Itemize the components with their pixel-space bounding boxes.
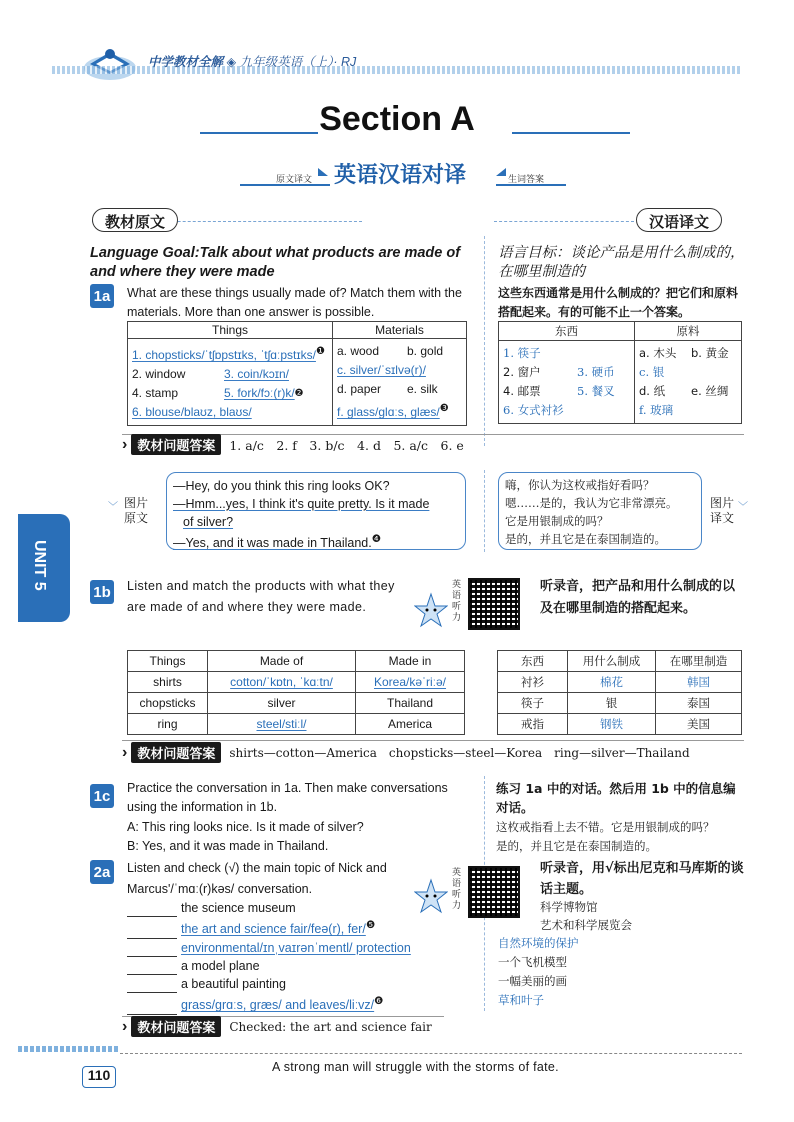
q1c-instruction-zh: 练习 1a 中的对话。然后用 1b 中的信息编对话。	[496, 781, 736, 815]
answer-text: shirts—cotton—America chopsticks—steel—Korea ring—silver—Thailand	[229, 746, 690, 760]
title-line-right	[512, 132, 630, 134]
answer-rule	[122, 740, 744, 741]
q1b-instruction-zh: 听录音，把产品和用什么制成的以及在哪里制造的搭配起来。	[540, 579, 736, 616]
thing-item: 3. coin/kɔɪn/	[224, 367, 289, 381]
table-header: Things	[128, 651, 208, 672]
table-cell: 韩国	[656, 672, 742, 693]
material-item-zh: d. 纸	[639, 384, 666, 398]
chevron-down-icon: ﹀	[738, 502, 748, 513]
column-divider	[484, 470, 485, 552]
sub-title: 英语汉语对译	[334, 162, 467, 187]
table-header: 用什么制成	[568, 651, 656, 672]
q1a-table-zh	[498, 321, 742, 424]
sub-left-label: 原文译文	[276, 174, 313, 184]
option-item: a beautiful painting	[181, 976, 286, 991]
table-cell: 衬衫	[498, 672, 568, 693]
qr-code[interactable]	[468, 578, 520, 630]
language-goal-zh: 语言目标：谈论产品是用什么制成的，在哪里制造的	[498, 245, 745, 280]
table-cell: 棉花	[568, 672, 656, 693]
material-item-zh: b. 黄金	[691, 346, 729, 360]
table-cell: steel/stiːl/	[208, 714, 356, 735]
thing-item-zh: 6. 女式衬衫	[503, 403, 564, 417]
table-header: 原料	[635, 322, 742, 341]
material-item-zh: c. 银	[639, 365, 665, 379]
option-item: grass/grɑːs, græs/ and leaves/liːvz/	[181, 998, 375, 1013]
chevron-down-icon: ﹀	[108, 502, 118, 513]
table-header: Things	[128, 322, 333, 339]
q2a-instruction-zh: 听录音，用√标出尼克和马库斯的谈话主题。	[540, 861, 744, 897]
star-mascot-icon	[414, 878, 448, 920]
q1c-line-b: B: Yes, and it was made in Thailand.	[127, 839, 329, 853]
q1b-instruction: Listen and match the products with what they are made of and where they were made.	[127, 579, 395, 614]
triangle-icon	[318, 168, 328, 176]
answer-label: 教材问题答案	[131, 1016, 221, 1037]
q1b-table	[127, 650, 465, 735]
table-cell: Thailand	[356, 693, 465, 714]
answer-text: Checked: the art and science fair	[229, 1019, 432, 1034]
q2a-instruction: Listen and check (√) the main topic of Nick and Marcus'/ˈmɑː(r)kəs/ conversation.	[127, 861, 387, 896]
table-cell: 美国	[656, 714, 742, 735]
unit-label: UNIT 5	[31, 540, 48, 591]
table-header: Materials	[333, 322, 467, 339]
picture-dialogue-en: —Hey, do you think this ring looks OK? —Hmm...yes, I think it's quite pretty. Is it made of silver? —Yes, and it was made in Thailand.$^❹$	[173, 479, 430, 551]
thing-item-zh: 4. 邮票	[503, 384, 541, 398]
check-blank[interactable]	[127, 905, 177, 917]
book-logo-icon	[82, 42, 138, 82]
triangle-icon	[496, 168, 506, 176]
q1a-instruction-zh: 这些东西通常是用什么制成的？把它们和原料搭配起来。有的可能不止一个答案。	[498, 286, 739, 319]
q2a-options: the science museum the art and science fair/feə(r), fer/$^❺$ environmental/ɪnˌvaɪrənˈmentl/ protection a model plane a beautiful painting grass/grɑːs, græs/ and leaves/liːvz/$^❻$	[127, 899, 411, 1015]
material-item: c. silver/ˈsɪlvə(r)/	[337, 363, 426, 377]
table-cell: 筷子	[498, 693, 568, 714]
answer-1b	[122, 742, 690, 763]
material-item-zh: f. 玻璃	[639, 403, 674, 417]
option-item: the science museum	[181, 901, 296, 915]
material-item: a. wood	[337, 344, 380, 358]
thing-item-zh: 1. 筷子	[503, 346, 541, 360]
q2a-options-zh-b: 自然环境的保护 一个飞机模型 一幅美丽的画 草和叶子	[498, 936, 579, 1007]
thing-item-zh: 3. 硬币	[577, 365, 615, 379]
badge-1a: 1a	[90, 284, 114, 308]
header-title: 中学教材全解 ◈ 九年级英语（上）· RJ	[148, 55, 357, 69]
table-cell: silver	[208, 693, 356, 714]
chevron-right-icon: ›	[122, 743, 128, 761]
q1c-line-b-zh: 是的，并且它是在泰国制造的。	[496, 839, 657, 853]
footer-quote: A strong man will struggle with the storms of fate.	[272, 1060, 559, 1074]
thing-item: 1. chopsticks/ˈtʃɒpstɪks, ˈtʃɑːpstɪks/	[132, 348, 316, 362]
answer-2a	[122, 1016, 432, 1037]
badge-1b: 1b	[90, 580, 114, 604]
star-mascot-icon	[414, 592, 448, 634]
option-item: environmental/ɪnˌvaɪrənˈmentl/ protection	[181, 940, 411, 955]
check-blank[interactable]	[127, 981, 177, 993]
material-item-zh: a. 木头	[639, 346, 677, 360]
table-cell: shirts	[128, 672, 208, 693]
thing-item-zh: 5. 餐叉	[577, 384, 615, 398]
qr-code[interactable]	[468, 866, 520, 918]
q1a-instruction: What are these things usually made of? Match them with the materials. More than one answer is possible.	[127, 286, 462, 319]
table-cell: 戒指	[498, 714, 568, 735]
section-title: Section A	[319, 100, 475, 138]
check-blank[interactable]	[127, 927, 177, 939]
thing-item: 6. blouse/blaʊz, blaʊs/	[132, 405, 252, 419]
table-cell: ring	[128, 714, 208, 735]
material-item-zh: e. 丝绸	[691, 384, 729, 398]
footer-line	[120, 1053, 742, 1054]
tab-line-right	[494, 221, 634, 222]
thing-item: 2. window	[132, 367, 186, 381]
table-header: 东西	[499, 322, 635, 341]
footer-strip	[18, 1046, 118, 1052]
table-cell: America	[356, 714, 465, 735]
q1b-table-zh	[497, 650, 742, 735]
material-item: d. paper	[337, 382, 382, 396]
table-cell: chopsticks	[128, 693, 208, 714]
material-item: f. glass/glɑːs, glæs/	[337, 405, 440, 419]
qr-label: 英语听力	[452, 580, 462, 623]
tab-translation: 汉语译文	[636, 208, 722, 232]
table-cell: cotton/ˈkɒtn, ˈkɑːtn/	[208, 672, 356, 693]
check-blank[interactable]	[127, 1003, 177, 1015]
answer-text: 1. a/c 2. f 3. b/c 4. d 5. a/c 6. e	[229, 437, 464, 453]
answer-1a	[122, 434, 464, 455]
table-cell: 银	[568, 693, 656, 714]
chevron-right-icon: ›	[122, 1017, 128, 1035]
column-divider	[484, 236, 485, 446]
table-cell: Korea/kəˈriːə/	[356, 672, 465, 693]
check-blank[interactable]	[127, 945, 177, 957]
thing-item: 4. stamp	[132, 386, 179, 400]
picture-label-left: 图片 原文	[124, 496, 149, 525]
q1c-instruction: Practice the conversation in 1a. Then make conversations using the information in 1b.	[127, 781, 448, 814]
table-header: Made of	[208, 651, 356, 672]
answer-label: 教材问题答案	[131, 742, 221, 763]
tab-original-text: 教材原文	[92, 208, 178, 232]
q1c-line-a-zh: 这枚戒指看上去不错。它是用银制成的吗？	[496, 820, 715, 834]
q1c-line-a: A: This ring looks nice. Is it made of silver?	[127, 820, 364, 834]
sub-title-block	[230, 158, 570, 188]
answer-label: 教材问题答案	[131, 434, 221, 455]
q1a-table: Things Materials 1. chopsticks/ˈtʃɒpstɪks, ˈtʃɑːpstɪks/$^❶$ 2. window 3. coin/kɔɪn/ 4. stamp 5. fork/fɔː(r)k/ ❷ 6. blouse/blaʊz, blaʊs/ a. wood b. gold c. silver/ˈsɪlvə(r)/ d. paper e. silk f. glass/glɑːs, glæs/$^❸$	[127, 321, 467, 426]
table-header: Made in	[356, 651, 465, 672]
badge-1c: 1c	[90, 784, 114, 808]
table-header: 在哪里制造	[656, 651, 742, 672]
option-item: the art and science fair/feə(r), fer/	[181, 922, 366, 937]
picture-label-right: 图片 译文	[710, 496, 735, 525]
q2a-options-zh-a: 科学博物馆 艺术和科学展览会	[540, 900, 632, 933]
check-blank[interactable]	[127, 963, 177, 975]
page-number: 110	[82, 1066, 116, 1088]
picture-dialogue-zh: 嗨，你认为这枚戒指好看吗？ 嗯……是的，我认为它非常漂亮。 它是用银制成的吗？ 是的，并且它是在泰国制造的。	[505, 478, 678, 546]
material-item: e. silk	[407, 382, 438, 396]
chevron-right-icon: ›	[122, 435, 128, 453]
badge-2a: 2a	[90, 860, 114, 884]
table-header: 东西	[498, 651, 568, 672]
thing-item: 5. fork/fɔː(r)k/	[224, 386, 295, 400]
option-item: a model plane	[181, 958, 260, 973]
language-goal: Language Goal:Talk about what products are made of and where they were made	[90, 245, 461, 280]
table-cell: 泰国	[656, 693, 742, 714]
sub-right-label: 生词答案	[508, 174, 545, 184]
table-cell: 钢铁	[568, 714, 656, 735]
qr-label: 英语听力	[452, 868, 462, 911]
thing-item-zh: 2. 窗户	[503, 365, 541, 379]
material-item: b. gold	[407, 344, 444, 358]
